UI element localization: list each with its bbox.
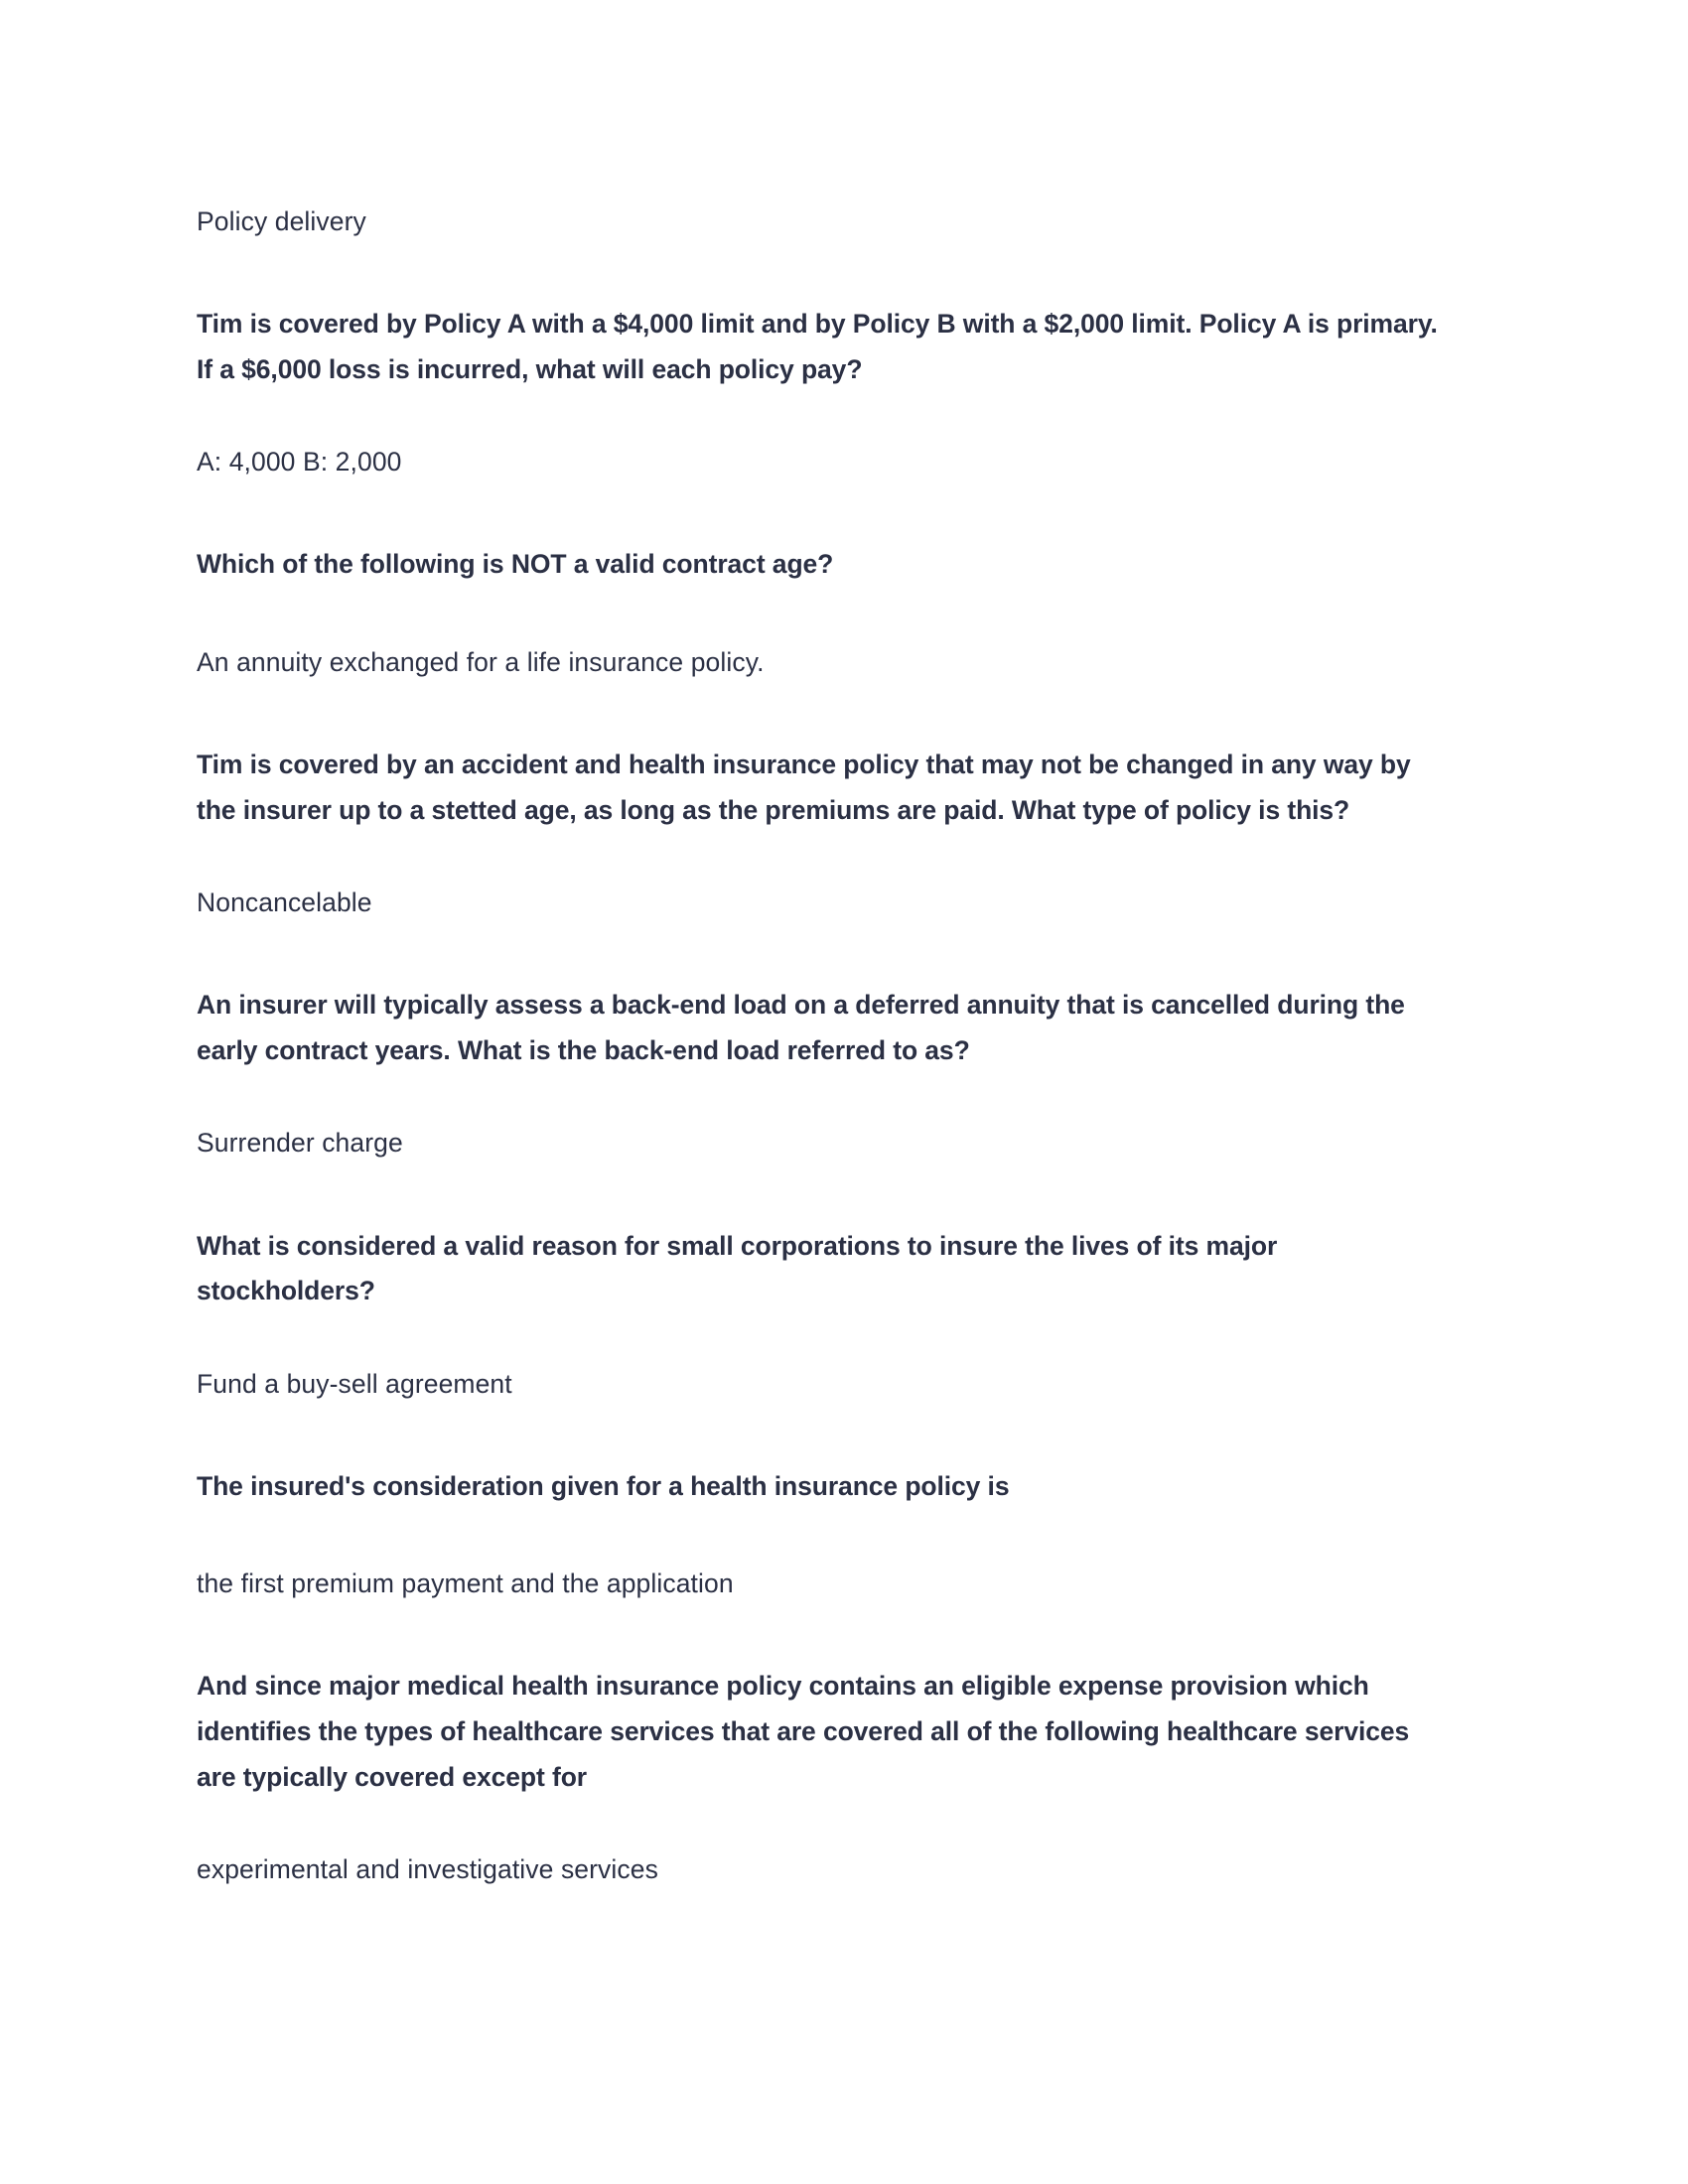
question-paragraph: An insurer will typically assess a back-end load on a deferred annuity that is cancelled during the early contract years. What is the back-end load referred to as? bbox=[197, 990, 1405, 1065]
answer-paragraph: experimental and investigative services bbox=[197, 1854, 658, 1885]
document-body bbox=[197, 204, 1450, 1888]
answer-paragraph: An annuity exchanged for a life insurance policy. bbox=[197, 646, 765, 677]
question-paragraph: The insured's consideration given for a health insurance policy is bbox=[197, 1470, 1010, 1501]
question-paragraph: Which of the following is NOT a valid contract age? bbox=[197, 549, 834, 580]
answer-paragraph: Noncancelable bbox=[197, 887, 372, 918]
answer-paragraph: the first premium payment and the application bbox=[197, 1569, 734, 1599]
answer-paragraph: Policy delivery bbox=[197, 206, 366, 236]
question-paragraph: Tim is covered by Policy A with a $4,000 limit and by Policy B with a $2,000 limit. Policy A is primary. If a $6,000 loss is incurred, what will each policy pay? bbox=[197, 309, 1438, 384]
answer-paragraph: A: 4,000 B: 2,000 bbox=[197, 447, 402, 478]
question-paragraph: Tim is covered by an accident and health insurance policy that may not be changed in any way by the insurer up to a stetted age, as long as the premiums are paid. What type of policy is this? bbox=[197, 750, 1411, 825]
question-paragraph: And since major medical health insurance policy contains an eligible expense provision which identifies the types of healthcare services that are covered all of the following healthcare services are typically covered except for bbox=[197, 1671, 1410, 1792]
answer-paragraph: Fund a buy-sell agreement bbox=[197, 1368, 512, 1399]
question-paragraph: What is considered a valid reason for small corporations to insure the lives of its major stockholders? bbox=[197, 1230, 1278, 1306]
answer-paragraph: Surrender charge bbox=[197, 1128, 403, 1159]
